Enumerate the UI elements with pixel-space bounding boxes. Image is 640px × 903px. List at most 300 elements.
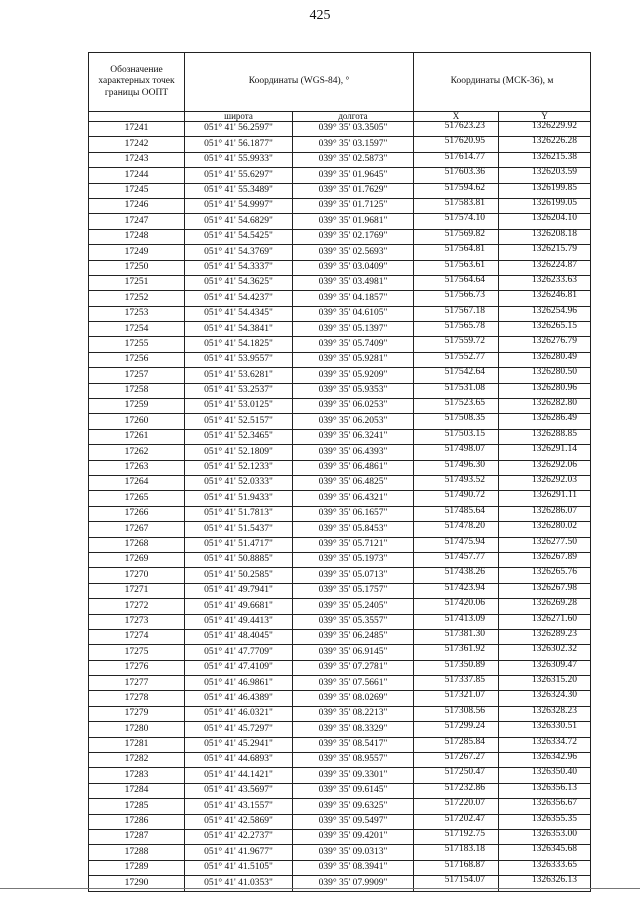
cell-y: 1326203.59: [499, 168, 591, 183]
cell-x: 517202.47: [414, 814, 499, 829]
cell-y: 1326254.96: [499, 306, 591, 321]
cell-y: 1326204.10: [499, 214, 591, 229]
table-row: [89, 706, 591, 721]
cell-latitude: 051° 41' 55.9933": [185, 152, 293, 167]
cell-latitude: 051° 41' 49.7941": [185, 583, 293, 598]
table-row: [89, 552, 591, 567]
cell-latitude: 051° 41' 54.4237": [185, 291, 293, 306]
header-y: Y: [499, 112, 591, 122]
table-row: [89, 491, 591, 506]
cell-y: 1326233.63: [499, 275, 591, 290]
cell-point-id: 17276: [89, 660, 185, 675]
cell-y: 1326280.02: [499, 522, 591, 537]
cell-x: 517623.23: [414, 122, 499, 137]
table-row: [89, 537, 591, 552]
cell-point-id: 17264: [89, 475, 185, 490]
cell-x: 517603.36: [414, 168, 499, 183]
table-row: [89, 368, 591, 383]
cell-x: 517523.65: [414, 399, 499, 414]
cell-x: 517563.61: [414, 260, 499, 275]
cell-longitude: 039° 35' 05.9209": [293, 368, 414, 383]
cell-point-id: 17269: [89, 552, 185, 567]
table-row: [89, 522, 591, 537]
cell-point-id: 17280: [89, 722, 185, 737]
table-row: [89, 768, 591, 783]
cell-y: 1326292.06: [499, 460, 591, 475]
cell-y: 1326269.28: [499, 599, 591, 614]
cell-x: 517490.72: [414, 491, 499, 506]
cell-y: 1326280.96: [499, 383, 591, 398]
cell-point-id: 17250: [89, 260, 185, 275]
cell-x: 517485.64: [414, 506, 499, 521]
cell-latitude: 051° 41' 49.4413": [185, 614, 293, 629]
cell-longitude: 039° 35' 08.5417": [293, 737, 414, 752]
cell-point-id: 17277: [89, 676, 185, 691]
cell-y: 1326267.89: [499, 552, 591, 567]
cell-longitude: 039° 35' 05.1757": [293, 583, 414, 598]
cell-longitude: 039° 35' 06.9145": [293, 645, 414, 660]
cell-longitude: 039° 35' 09.3301": [293, 768, 414, 783]
cell-y: 1326342.96: [499, 753, 591, 768]
cell-point-id: 17257: [89, 368, 185, 383]
cell-y: 1326350.40: [499, 768, 591, 783]
cell-latitude: 051° 41' 54.1825": [185, 337, 293, 352]
cell-longitude: 039° 35' 05.8453": [293, 522, 414, 537]
cell-longitude: 039° 35' 05.3557": [293, 614, 414, 629]
table-row: [89, 414, 591, 429]
cell-x: 517308.56: [414, 706, 499, 721]
cell-x: 517381.30: [414, 629, 499, 644]
cell-longitude: 039° 35' 02.1769": [293, 229, 414, 244]
cell-latitude: 051° 41' 43.5697": [185, 783, 293, 798]
table-row: [89, 645, 591, 660]
table-row: [89, 445, 591, 460]
cell-y: 1326208.18: [499, 229, 591, 244]
cell-x: 517614.77: [414, 152, 499, 167]
cell-x: 517508.35: [414, 414, 499, 429]
cell-y: 1326355.35: [499, 814, 591, 829]
cell-latitude: 051° 41' 53.9557": [185, 352, 293, 367]
header-wgs84: Координаты (WGS-84), °: [185, 53, 414, 112]
cell-x: 517438.26: [414, 568, 499, 583]
cell-point-id: 17248: [89, 229, 185, 244]
cell-y: 1326226.28: [499, 137, 591, 152]
cell-longitude: 039° 35' 05.9353": [293, 383, 414, 398]
cell-longitude: 039° 35' 07.5661": [293, 676, 414, 691]
cell-longitude: 039° 35' 06.4861": [293, 460, 414, 475]
cell-y: 1326324.30: [499, 691, 591, 706]
cell-latitude: 051° 41' 52.3465": [185, 429, 293, 444]
cell-longitude: 039° 35' 06.1657": [293, 506, 414, 521]
cell-point-id: 17246: [89, 198, 185, 213]
cell-x: 517552.77: [414, 352, 499, 367]
cell-latitude: 051° 41' 54.5425": [185, 229, 293, 244]
table-row: [89, 306, 591, 321]
cell-latitude: 051° 41' 52.5157": [185, 414, 293, 429]
cell-point-id: 17287: [89, 829, 185, 844]
table-row: [89, 260, 591, 275]
cell-point-id: 17243: [89, 152, 185, 167]
cell-y: 1326333.65: [499, 860, 591, 875]
cell-longitude: 039° 35' 06.4393": [293, 445, 414, 460]
cell-y: 1326345.68: [499, 845, 591, 860]
cell-point-id: 17273: [89, 614, 185, 629]
table-body: [89, 122, 591, 892]
cell-point-id: 17283: [89, 768, 185, 783]
cell-latitude: 051° 41' 42.2737": [185, 829, 293, 844]
cell-y: 1326292.03: [499, 475, 591, 490]
cell-longitude: 039° 35' 06.0253": [293, 399, 414, 414]
cell-latitude: 051° 41' 51.4717": [185, 537, 293, 552]
cell-latitude: 051° 41' 52.1809": [185, 445, 293, 460]
cell-longitude: 039° 35' 05.2405": [293, 599, 414, 614]
cell-point-id: 17265: [89, 491, 185, 506]
cell-latitude: 051° 41' 54.9997": [185, 198, 293, 213]
table-row: [89, 275, 591, 290]
cell-latitude: 051° 41' 53.2537": [185, 383, 293, 398]
cell-x: 517564.81: [414, 245, 499, 260]
cell-latitude: 051° 41' 41.5105": [185, 860, 293, 875]
cell-latitude: 051° 41' 43.1557": [185, 799, 293, 814]
table-row: [89, 829, 591, 844]
cell-longitude: 039° 35' 05.7121": [293, 537, 414, 552]
cell-latitude: 051° 41' 55.6297": [185, 168, 293, 183]
table-row: [89, 245, 591, 260]
cell-y: 1326302.32: [499, 645, 591, 660]
cell-longitude: 039° 35' 01.7629": [293, 183, 414, 198]
table-row: [89, 152, 591, 167]
cell-y: 1326265.76: [499, 568, 591, 583]
cell-longitude: 039° 35' 08.3329": [293, 722, 414, 737]
table-row: [89, 814, 591, 829]
cell-point-id: 17254: [89, 322, 185, 337]
cell-y: 1326315.20: [499, 676, 591, 691]
cell-longitude: 039° 35' 05.7409": [293, 337, 414, 352]
cell-longitude: 039° 35' 09.6325": [293, 799, 414, 814]
cell-y: 1326199.05: [499, 198, 591, 213]
cell-latitude: 051° 41' 55.3489": [185, 183, 293, 198]
table-row: [89, 506, 591, 521]
cell-point-id: 17253: [89, 306, 185, 321]
cell-latitude: 051° 41' 49.6681": [185, 599, 293, 614]
cell-longitude: 039° 35' 01.9645": [293, 168, 414, 183]
cell-y: 1326291.14: [499, 445, 591, 460]
cell-point-id: 17286: [89, 814, 185, 829]
table-row: [89, 783, 591, 798]
cell-latitude: 051° 41' 46.0321": [185, 706, 293, 721]
cell-x: 517267.27: [414, 753, 499, 768]
cell-point-id: 17244: [89, 168, 185, 183]
table-row: [89, 691, 591, 706]
cell-latitude: 051° 41' 52.1233": [185, 460, 293, 475]
cell-x: 517493.52: [414, 475, 499, 490]
table-row: [89, 722, 591, 737]
cell-latitude: 051° 41' 41.0353": [185, 876, 293, 891]
cell-latitude: 051° 41' 54.3841": [185, 322, 293, 337]
cell-latitude: 051° 41' 45.7297": [185, 722, 293, 737]
table-row: [89, 429, 591, 444]
cell-point-id: 17271: [89, 583, 185, 598]
cell-x: 517503.15: [414, 429, 499, 444]
cell-y: 1326265.15: [499, 322, 591, 337]
cell-latitude: 051° 41' 53.6281": [185, 368, 293, 383]
table-row: [89, 629, 591, 644]
cell-point-id: 17245: [89, 183, 185, 198]
cell-x: 517478.20: [414, 522, 499, 537]
cell-longitude: 039° 35' 01.9681": [293, 214, 414, 229]
cell-latitude: 051° 41' 50.2585": [185, 568, 293, 583]
cell-point-id: 17262: [89, 445, 185, 460]
cell-x: 517566.73: [414, 291, 499, 306]
cell-x: 517361.92: [414, 645, 499, 660]
cell-latitude: 051° 41' 41.9677": [185, 845, 293, 860]
cell-longitude: 039° 35' 03.0409": [293, 260, 414, 275]
cell-longitude: 039° 35' 06.3241": [293, 429, 414, 444]
cell-longitude: 039° 35' 07.2781": [293, 660, 414, 675]
cell-longitude: 039° 35' 03.3505": [293, 122, 414, 137]
cell-x: 517565.78: [414, 322, 499, 337]
cell-point-id: 17281: [89, 737, 185, 752]
cell-y: 1326330.51: [499, 722, 591, 737]
cell-y: 1326328.23: [499, 706, 591, 721]
table-row: [89, 475, 591, 490]
table-row: [89, 676, 591, 691]
cell-latitude: 051° 41' 44.6893": [185, 753, 293, 768]
cell-x: 517154.07: [414, 876, 499, 891]
table-row: [89, 799, 591, 814]
cell-longitude: 039° 35' 06.4825": [293, 475, 414, 490]
cell-latitude: 051° 41' 56.2597": [185, 122, 293, 137]
cell-x: 517531.08: [414, 383, 499, 398]
cell-y: 1326276.79: [499, 337, 591, 352]
cell-y: 1326229.92: [499, 122, 591, 137]
table-row: [89, 352, 591, 367]
cell-longitude: 039° 35' 08.0269": [293, 691, 414, 706]
cell-y: 1326224.87: [499, 260, 591, 275]
table-row: [89, 614, 591, 629]
table-row: [89, 568, 591, 583]
cell-point-id: 17251: [89, 275, 185, 290]
cell-point-id: 17268: [89, 537, 185, 552]
table-row: [89, 660, 591, 675]
cell-y: 1326215.38: [499, 152, 591, 167]
table-row: [89, 737, 591, 752]
cell-longitude: 039° 35' 01.7125": [293, 198, 414, 213]
cell-x: 517285.84: [414, 737, 499, 752]
cell-x: 517620.95: [414, 137, 499, 152]
cell-point-id: 17255: [89, 337, 185, 352]
cell-longitude: 039° 35' 05.0713": [293, 568, 414, 583]
cell-point-id: 17249: [89, 245, 185, 260]
cell-point-id: 17275: [89, 645, 185, 660]
cell-x: 517321.07: [414, 691, 499, 706]
cell-y: 1326309.47: [499, 660, 591, 675]
cell-y: 1326282.80: [499, 399, 591, 414]
cell-y: 1326277.50: [499, 537, 591, 552]
cell-x: 517192.75: [414, 829, 499, 844]
cell-latitude: 051° 41' 54.6829": [185, 214, 293, 229]
cell-longitude: 039° 35' 07.9909": [293, 876, 414, 891]
table-row: [89, 122, 591, 137]
table-row: [89, 198, 591, 213]
header-longitude: долгота: [293, 112, 414, 122]
table-row: [89, 599, 591, 614]
cell-latitude: 051° 41' 53.0125": [185, 399, 293, 414]
cell-y: 1326246.81: [499, 291, 591, 306]
cell-x: 517574.10: [414, 214, 499, 229]
cell-point-id: 17288: [89, 845, 185, 860]
cell-point-id: 17242: [89, 137, 185, 152]
cell-longitude: 039° 35' 08.3941": [293, 860, 414, 875]
cell-point-id: 17282: [89, 753, 185, 768]
cell-latitude: 051° 41' 46.9861": [185, 676, 293, 691]
cell-x: 517183.18: [414, 845, 499, 860]
footer-divider: [0, 888, 640, 889]
cell-longitude: 039° 35' 06.4321": [293, 491, 414, 506]
cell-x: 517250.47: [414, 768, 499, 783]
cell-x: 517337.85: [414, 676, 499, 691]
cell-point-id: 17263: [89, 460, 185, 475]
cell-longitude: 039° 35' 05.1973": [293, 552, 414, 567]
header-x: X: [414, 112, 499, 122]
table-row: [89, 168, 591, 183]
cell-longitude: 039° 35' 09.0313": [293, 845, 414, 860]
cell-longitude: 039° 35' 02.5693": [293, 245, 414, 260]
cell-point-id: 17258: [89, 383, 185, 398]
cell-y: 1326215.79: [499, 245, 591, 260]
cell-y: 1326199.85: [499, 183, 591, 198]
table-row: [89, 753, 591, 768]
cell-x: 517594.62: [414, 183, 499, 198]
table-row: [89, 229, 591, 244]
cell-x: 517475.94: [414, 537, 499, 552]
cell-y: 1326288.85: [499, 429, 591, 444]
table-row: [89, 583, 591, 598]
table-row: [89, 291, 591, 306]
cell-y: 1326280.50: [499, 368, 591, 383]
table-row: [89, 183, 591, 198]
cell-point-id: 17256: [89, 352, 185, 367]
cell-point-id: 17289: [89, 860, 185, 875]
cell-y: 1326356.13: [499, 783, 591, 798]
cell-point-id: 17279: [89, 706, 185, 721]
cell-y: 1326291.11: [499, 491, 591, 506]
cell-x: 517542.64: [414, 368, 499, 383]
cell-x: 517232.86: [414, 783, 499, 798]
cell-latitude: 051° 41' 54.3625": [185, 275, 293, 290]
cell-x: 517567.18: [414, 306, 499, 321]
cell-latitude: 051° 41' 50.8885": [185, 552, 293, 567]
cell-y: 1326353.00: [499, 829, 591, 844]
cell-point-id: 17247: [89, 214, 185, 229]
cell-longitude: 039° 35' 08.9557": [293, 753, 414, 768]
cell-y: 1326334.72: [499, 737, 591, 752]
cell-longitude: 039° 35' 06.2053": [293, 414, 414, 429]
cell-longitude: 039° 35' 05.9281": [293, 352, 414, 367]
cell-point-id: 17278: [89, 691, 185, 706]
cell-x: 517583.81: [414, 198, 499, 213]
cell-point-id: 17241: [89, 122, 185, 137]
header-msk36: Координаты (МСК-36), м: [414, 53, 591, 112]
cell-point-id: 17285: [89, 799, 185, 814]
cell-y: 1326280.49: [499, 352, 591, 367]
cell-x: 517498.07: [414, 445, 499, 460]
cell-x: 517559.72: [414, 337, 499, 352]
cell-latitude: 051° 41' 54.3337": [185, 260, 293, 275]
cell-longitude: 039° 35' 03.4981": [293, 275, 414, 290]
cell-x: 517350.89: [414, 660, 499, 675]
cell-point-id: 17274: [89, 629, 185, 644]
cell-x: 517564.64: [414, 275, 499, 290]
cell-y: 1326286.07: [499, 506, 591, 521]
cell-latitude: 051° 41' 51.9433": [185, 491, 293, 506]
cell-longitude: 039° 35' 04.6105": [293, 306, 414, 321]
cell-point-id: 17272: [89, 599, 185, 614]
table-row: [89, 383, 591, 398]
coordinates-table: [88, 52, 591, 892]
cell-x: 517420.06: [414, 599, 499, 614]
header-blank: [89, 112, 185, 122]
cell-point-id: 17270: [89, 568, 185, 583]
cell-latitude: 051° 41' 48.4045": [185, 629, 293, 644]
table-row: [89, 214, 591, 229]
cell-longitude: 039° 35' 09.6145": [293, 783, 414, 798]
cell-point-id: 17252: [89, 291, 185, 306]
cell-point-id: 17266: [89, 506, 185, 521]
cell-y: 1326286.49: [499, 414, 591, 429]
cell-latitude: 051° 41' 47.7709": [185, 645, 293, 660]
cell-latitude: 051° 41' 42.5869": [185, 814, 293, 829]
cell-longitude: 039° 35' 02.5873": [293, 152, 414, 167]
cell-latitude: 051° 41' 51.5437": [185, 522, 293, 537]
cell-y: 1326267.98: [499, 583, 591, 598]
cell-point-id: 17267: [89, 522, 185, 537]
table-row: [89, 845, 591, 860]
cell-latitude: 051° 41' 52.0333": [185, 475, 293, 490]
cell-point-id: 17260: [89, 414, 185, 429]
table-row: [89, 399, 591, 414]
table-row: [89, 337, 591, 352]
cell-latitude: 051° 41' 56.1877": [185, 137, 293, 152]
cell-point-id: 17259: [89, 399, 185, 414]
cell-longitude: 039° 35' 04.1857": [293, 291, 414, 306]
cell-longitude: 039° 35' 09.5497": [293, 814, 414, 829]
header-latitude: широта: [185, 112, 293, 122]
cell-longitude: 039° 35' 09.4201": [293, 829, 414, 844]
cell-latitude: 051° 41' 51.7813": [185, 506, 293, 521]
table-row: [89, 322, 591, 337]
cell-point-id: 17284: [89, 783, 185, 798]
header-point-designation: Обозначение характерных точек границы ООПТ: [89, 53, 185, 112]
cell-x: 517423.94: [414, 583, 499, 598]
cell-latitude: 051° 41' 47.4109": [185, 660, 293, 675]
cell-y: 1326271.60: [499, 614, 591, 629]
cell-x: 517457.77: [414, 552, 499, 567]
cell-latitude: 051° 41' 54.3769": [185, 245, 293, 260]
cell-x: 517569.82: [414, 229, 499, 244]
cell-point-id: 17290: [89, 876, 185, 891]
cell-x: 517299.24: [414, 722, 499, 737]
cell-longitude: 039° 35' 06.2485": [293, 629, 414, 644]
cell-longitude: 039° 35' 05.1397": [293, 322, 414, 337]
cell-y: 1326356.67: [499, 799, 591, 814]
cell-longitude: 039° 35' 03.1597": [293, 137, 414, 152]
cell-latitude: 051° 41' 45.2941": [185, 737, 293, 752]
cell-y: 1326289.23: [499, 629, 591, 644]
cell-latitude: 051° 41' 46.4389": [185, 691, 293, 706]
cell-x: 517413.09: [414, 614, 499, 629]
cell-longitude: 039° 35' 08.2213": [293, 706, 414, 721]
